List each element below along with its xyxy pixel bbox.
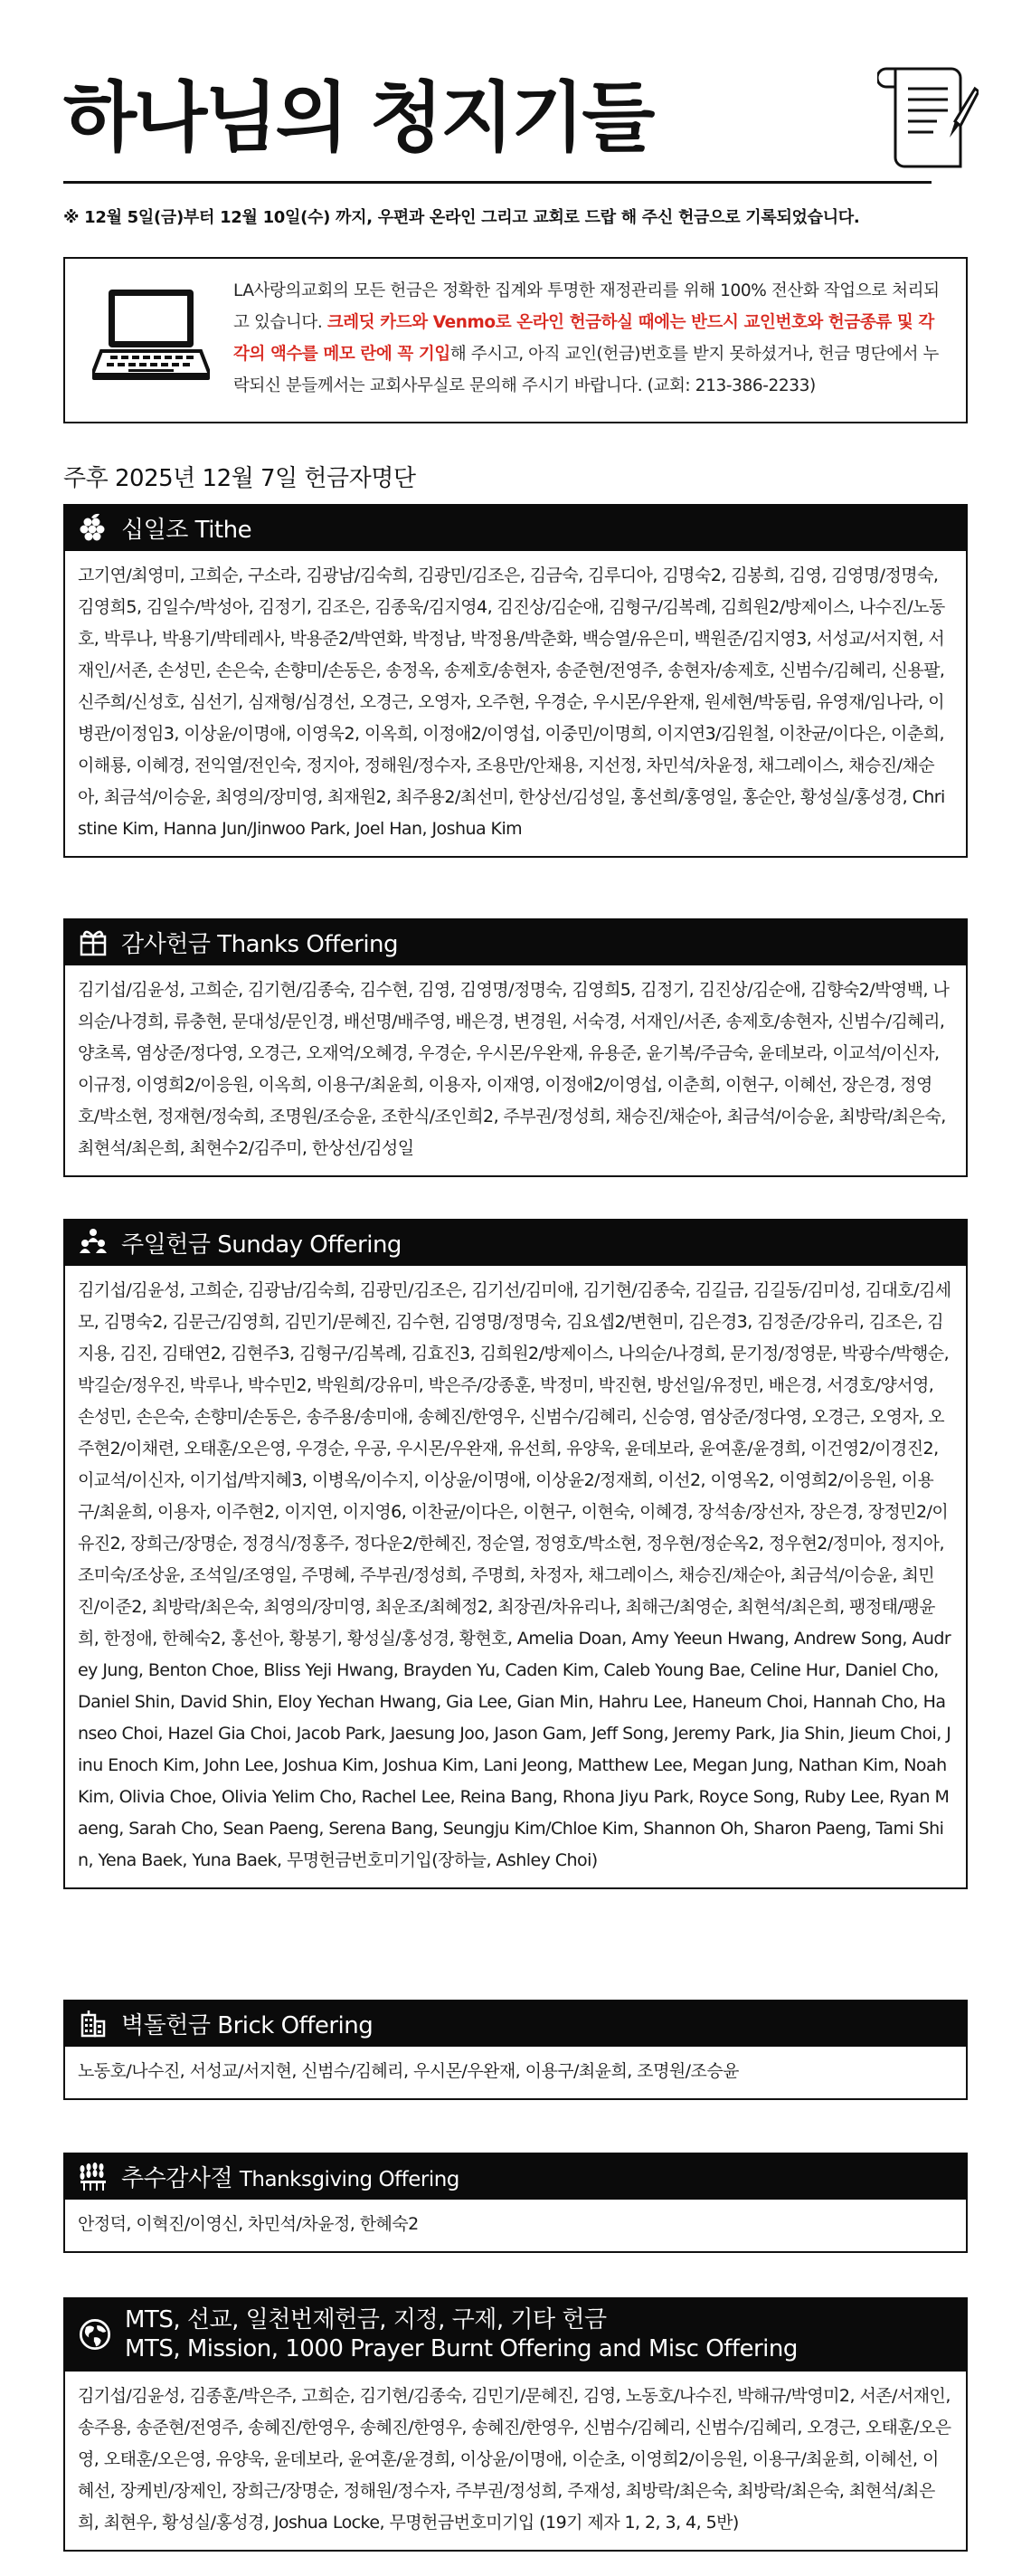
date-heading: 주후 2025년 12월 7일 헌금자명단: [63, 465, 416, 492]
section-title-brick: 벽돌헌금 Brick Offering: [121, 2011, 374, 2039]
page-title: 하나님의 청지기들: [63, 73, 653, 162]
notice-box: [63, 257, 968, 423]
notice-text-outro: 해 주시고, 아직 교인(헌금)번호를 받지 못하셨거나, 헌금 명단에서 누락되신 분들께서는 교회사무실로 문의해 주시기 바랍니다. (교회: 213-386-2233): [233, 345, 940, 395]
section-sunday: [63, 1219, 968, 1889]
section-title-thanksgiving-en: Thanksgiving Offering: [239, 2167, 459, 2191]
grapes-icon: [78, 512, 109, 543]
scroll-quill-icon: [877, 52, 979, 179]
section-title-sunday: 주일헌금 Sunday Offering: [121, 1231, 402, 1259]
wheat-icon: [78, 2161, 109, 2191]
notice-text-intro: LA사랑의교회의 모든 헌금은 정확한 집계와 투명한 재정관리를 위해 100% 전산화 작업으로 처리되고 있습니다.: [233, 281, 940, 332]
section-thanks: [63, 918, 968, 1177]
names-list-thanksgiving: 안정덕, 이혁진/이영신, 차민석/차윤정, 한혜숙2: [63, 2200, 968, 2253]
globe-icon: [78, 2317, 112, 2352]
notice-text: [233, 275, 948, 402]
section-header-thanksgiving: [63, 2153, 968, 2200]
section-thanksgiving: [63, 2153, 968, 2253]
period-note: ※ 12월 5일(금)부터 12월 10일(수) 까지, 우편과 온라인 그리고 교회로 드랍 해 주신 헌금으로 기록되었습니다.: [63, 208, 860, 227]
section-tithe: [63, 504, 968, 858]
section-header-brick: [63, 2000, 968, 2047]
section-header-tithe: [63, 504, 968, 551]
notice-text-highlight: 크레딧 카드와 Venmo로 온라인 헌금하실 때에는 반드시 교인번호와 헌금종류 및 각각의 액수를 메모 란에 꼭 기입: [233, 313, 934, 364]
laptop-icon: [92, 284, 210, 385]
people-icon: [78, 1227, 109, 1258]
section-title-misc-ko: MTS, 선교, 일천번제헌금, 지정, 구제, 기타 헌금: [125, 2306, 607, 2334]
section-brick: [63, 2000, 968, 2100]
section-title-thanks: 감사헌금 Thanks Offering: [121, 930, 399, 958]
section-header-misc: [63, 2297, 968, 2372]
gift-icon: [78, 927, 109, 957]
building-icon: [78, 2008, 109, 2039]
names-list-misc: 김기섭/김윤성, 김종훈/박은주, 고희순, 김기현/김종숙, 김민기/문혜진, 김영, 노동호/나수진, 박해규/박영미2, 서존/서재인, 송주용, 송준현/전영주, 송혜진/한영우, 송혜진/한영우, 송혜진/한영우, 신범수/김혜리, 신범수/김혜리, 오경근, 오태훈/오은영, 오태훈/오은영, 유양욱, 윤데보라, 윤여훈/윤경희, 이상윤/이명애, 이순초, 이영희2/이응원, 이용구/최윤희, 이혜선, 이혜선, 장케빈/장제인, 장희근/장명순, 정해원/정수자, 주부권/정성희, 주재성, 최방락/최은숙, 최방락/최은숙, 최현석/최은희, 최현우, 황성실/홍성경, Joshua Locke, 무명헌금번호미기입 (19기 제자 1, 2, 3, 4, 5반): [63, 2372, 968, 2552]
section-title-tithe: 십일조 Tithe: [121, 516, 252, 544]
names-list-sunday: 김기섭/김윤성, 고희순, 김광남/김숙희, 김광민/김조은, 김기선/김미애, 김기현/김종숙, 김길금, 김길동/김미성, 김대호/김세모, 김명숙2, 김문근/김영희, 김민기/문혜진, 김수현, 김영명/정명숙, 김요셉2/변현미, 김은경3, 김정준/강유리, 김조은, 김지용, 김진, 김태연2, 김현주3, 김형구/김복례, 김효진3, 김희원2/방제이스, 나의순/나경희, 문기정/정영문, 박광수/박행순, 박길순/정우진, 박루나, 박수민2, 박원희/강유미, 박은주/강종훈, 박정미, 박진현, 방선일/유정민, 배은경, 서경호/양서영, 손성민, 손은숙, 손향미/손동은, 송주용/송미애, 송혜진/한영우, 신범수/김혜리, 신승영, 염상준/정다영, 오경근, 오영자, 오주현2/이채련, 오태훈/오은영, 우경순, 우공, 우시몬/우완재, 유선희, 유양욱, 윤데보라, 윤여훈/윤경희, 이건영2/이경진2, 이교석/이신자, 이기섭/박지혜3, 이병옥/이수지, 이상윤/이명애, 이상윤2/정재희, 이선2, 이영옥2, 이영희2/이응원, 이용구/최윤희, 이용자, 이주현2, 이지연, 이지영6, 이찬균/이다은, 이현구, 이현숙, 이혜경, 장석송/장선자, 장은경, 장정민2/이유진2, 장희근/장명순, 정경식/정홍주, 정다운2/한혜진, 정순열, 정영호/박소현, 정우현/정순옥2, 정우현2/정미아, 정지아, 조미숙/조상윤, 조석일/조영일, 주명혜, 주부권/정성희, 주명희, 차정자, 채그레이스, 채승진/채순아, 최금석/이승윤, 최민진/이준2, 최방락/최은숙, 최영의/장미영, 최운조/최혜정2, 최장권/차유리나, 최해근/최영순, 최현석/최은희, 팽정태/팽윤희, 한정애, 한혜숙2, 홍선아, 황봉기, 황성실/홍성경, 황현호, Amelia Doan, Amy Yeeun Hwang, Andrew Song, Audrey Jung, Benton Choe, Bliss Yeji Hwang, Brayden Yu, Caden Kim, Caleb Young Bae, Celine Hur, Daniel Cho, Daniel Shin, David Shin, Eloy Yechan Hwang, Gia Lee, Gian Min, Hahru Lee, Haneum Choi, Hannah Cho, Hanseo Choi, Hazel Gia Choi, Jacob Park, Jaesung Joo, Jason Gam, Jeff Song, Jeremy Park, Jia Shin, Jieum Choi, Jinu Enoch Kim, John Lee, Joshua Kim, Joshua Kim, Lani Jeong, Matthew Lee, Megan Jung, Nathan Kim, Noah Kim, Olivia Choe, Olivia Yelim Cho, Rachel Lee, Reina Bang, Rhona Jiyu Park, Royce Song, Ruby Lee, Ryan Maeng, Sarah Cho, Sean Paeng, Serena Bang, Seungju Kim/Chloe Kim, Shannon Oh, Sharon Paeng, Tami Shin, Yena Baek, Yuna Baek, 무명헌금번호미기입(장하늘, Ashley Choi): [63, 1266, 968, 1889]
names-list-brick: 노동호/나수진, 서성교/서지현, 신범수/김혜리, 우시몬/우완재, 이용구/최윤희, 조명원/조승윤: [63, 2047, 968, 2100]
section-misc: [63, 2297, 968, 2552]
title-underline: [63, 181, 932, 184]
section-title-misc: [125, 2305, 798, 2363]
names-list-thanks: 김기섭/김윤성, 고희순, 김기현/김종숙, 김수현, 김영, 김영명/정명숙, 김영희5, 김정기, 김진상/김순애, 김향숙2/박영백, 나의순/나경희, 류충현, 문대성/문인경, 배선명/배주영, 배은경, 변경원, 서숙경, 서재인/서존, 송제호/송현자, 신범수/김혜리, 양초록, 염상준/정다영, 오경근, 오재억/오혜경, 우경순, 우시몬/우완재, 유용준, 윤기복/주금숙, 윤데보라, 이교석/이신자, 이규정, 이영희2/이응원, 이옥희, 이용구/최윤희, 이용자, 이재영, 이정애2/이영섭, 이춘희, 이현구, 이혜선, 장은경, 정영호/박소현, 정재현/정숙희, 조명원/조승윤, 조한식/조인희2, 주부권/정성희, 채승진/채순아, 최금석/이승윤, 최방락/최은숙, 최현석/최은희, 최현수2/김주미, 한상선/김성일: [63, 965, 968, 1177]
section-header-thanks: [63, 918, 968, 965]
section-title-misc-en: MTS, Mission, 1000 Prayer Burnt Offering and Misc Offering: [125, 2335, 798, 2362]
page-header: [63, 52, 977, 179]
names-list-tithe: 고기연/최영미, 고희순, 구소라, 김광남/김숙희, 김광민/김조은, 김금숙, 김루디아, 김명숙2, 김봉희, 김영, 김영명/정명숙, 김영희5, 김일수/박성아, 김정기, 김조은, 김종욱/김지영4, 김진상/김순애, 김형구/김복례, 김희원2/방제이스, 나수진/노동호, 박루나, 박용기/박테레사, 박용준2/박연화, 박정남, 박정용/박춘화, 백승열/유은미, 백원준/김지영3, 서성교/서지현, 서재인/서존, 손성민, 손은숙, 손향미/손동은, 송정옥, 송제호/송현자, 송준현/전영주, 송현자/송제호, 신범수/김혜리, 신용팔, 신주희/신성호, 심선기, 심재형/심경선, 오경근, 오영자, 오주현, 우경순, 우시몬/우완재, 원세현/박동림, 유영재/임나라, 이병관/이정임3, 이상윤/이명애, 이영욱2, 이옥희, 이정애2/이영섭, 이중민/이명희, 이지연3/김원철, 이찬균/이다은, 이춘희, 이해룡, 이혜경, 전익열/전인숙, 정지아, 정해원/정수자, 조용만/안채용, 지선정, 차민석/차윤정, 채그레이스, 채승진/채순아, 최금석/이승윤, 최영의/장미영, 최재원2, 최주용2/최선미, 한상선/김성일, 홍선희/홍영일, 홍순안, 황성실/홍성경, Christine Kim, Hanna Jun/Jinwoo Park, Joel Han, Joshua Kim: [63, 551, 968, 858]
section-title-thanksgiving: [121, 2160, 459, 2193]
section-title-thanksgiving-ko: 추수감사절: [121, 2164, 233, 2192]
section-header-sunday: [63, 1219, 968, 1266]
